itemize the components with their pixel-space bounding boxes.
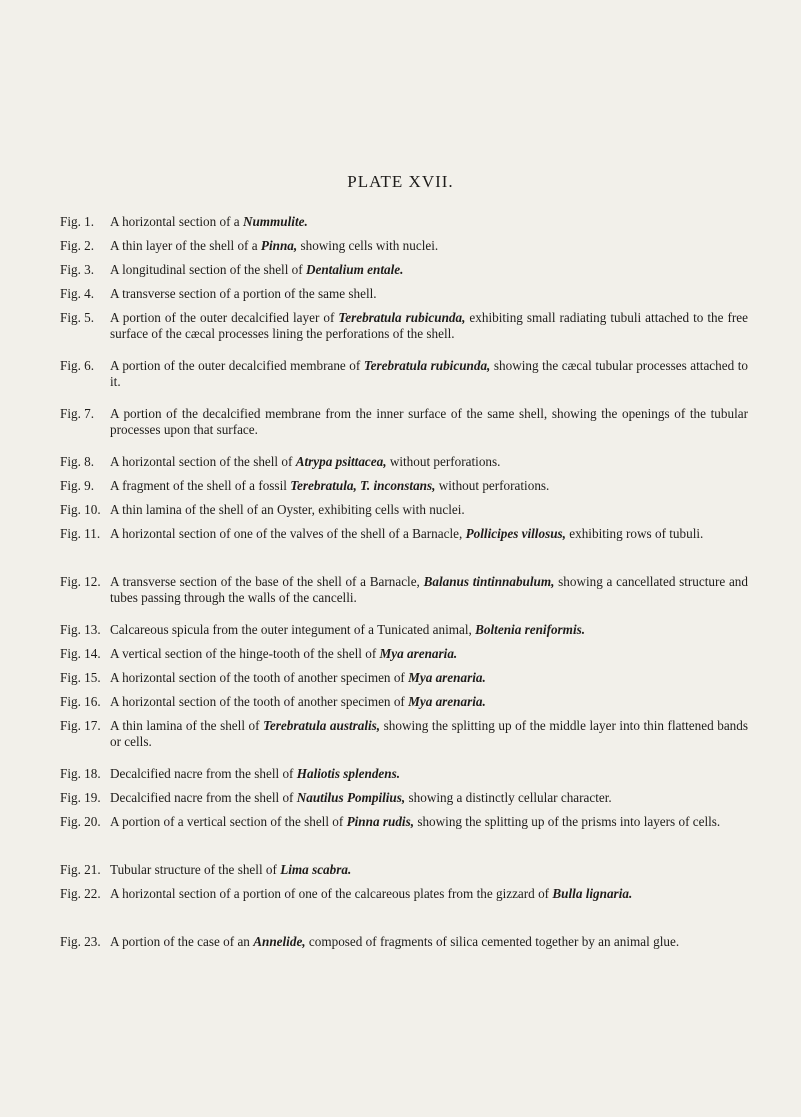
figure-number: Fig. 18. — [60, 766, 101, 781]
description-text: Tubular structure of the shell of — [110, 862, 281, 877]
figure-entry — [60, 454, 748, 470]
description-text: A horizontal section of one of the valves of the shell of a Barnacle, — [110, 526, 466, 541]
species-name: Annelide, — [253, 934, 306, 949]
figure-description — [110, 310, 748, 341]
description-text: A horizontal section of the tooth of another specimen of — [110, 670, 409, 685]
figure-description — [110, 286, 748, 302]
figure-number: Fig. 21. — [60, 862, 101, 877]
species-name: Balanus tintinnabulum, — [423, 574, 555, 589]
figure-entry — [60, 646, 748, 662]
description-text: A horizontal section of the tooth of another specimen of — [110, 694, 409, 709]
species-name: Bulla lignaria. — [552, 886, 633, 901]
figure-description — [110, 646, 748, 662]
figure-number: Fig. 23. — [60, 934, 101, 949]
species-name: Lima scabra. — [280, 862, 352, 877]
figure-number: Fig. 19. — [60, 790, 101, 805]
figure-number: Fig. 9. — [60, 478, 95, 493]
species-name: Pinna rudis, — [346, 814, 415, 829]
figure-entry — [60, 622, 748, 638]
figure-number: Fig. 22. — [60, 886, 101, 901]
figure-description — [110, 502, 748, 518]
figure-number: Fig. 2. — [60, 238, 95, 253]
description-text: A portion of the decalcified membrane from the inner surface of the same shell, showing the openings of the tubular processes upon that surface. — [110, 406, 748, 437]
description-text: composed of fragments of silica cemented together by an animal glue. — [305, 934, 680, 949]
figure-description — [110, 454, 748, 470]
figure-description — [110, 670, 748, 686]
species-name: Boltenia reniformis. — [475, 622, 586, 637]
description-text: A portion of the outer decalcified membrane of — [110, 358, 364, 373]
figure-entry — [60, 694, 748, 710]
description-text: Calcareous spicula from the outer integument of a Tunicated animal, — [110, 622, 476, 637]
description-text: showing a cancellated structure and tubes passing through the walls of the cancelli. — [110, 574, 748, 605]
species-name: Mya arenaria. — [379, 646, 458, 661]
description-text: exhibiting small radiating tubuli attached to the free surface of the cæcal processes lining the perforations of the shell. — [110, 310, 749, 341]
figure-number: Fig. 3. — [60, 262, 95, 277]
figure-entry — [60, 934, 748, 950]
figure-number: Fig. 10. — [60, 502, 101, 517]
species-name: Nautilus Pompilius, — [296, 790, 406, 805]
figure-description — [110, 622, 748, 638]
figure-description — [110, 406, 748, 437]
description-text: showing the splitting up of the middle layer into thin flattened bands or cells. — [110, 718, 749, 749]
description-text: Decalcified nacre from the shell of — [110, 790, 297, 805]
figure-description — [110, 214, 748, 230]
species-name: Pollicipes villosus, — [465, 526, 566, 541]
description-text: A portion of a vertical section of the shell of — [110, 814, 347, 829]
figure-description — [110, 694, 748, 710]
figure-description — [110, 862, 748, 878]
figure-entry — [60, 574, 748, 605]
description-text: showing the splitting up of the prisms into layers of cells. — [414, 814, 721, 829]
figure-number: Fig. 17. — [60, 718, 101, 733]
figure-description — [110, 358, 748, 389]
figure-description — [110, 478, 748, 494]
species-name: Terebratula australis, — [263, 718, 381, 733]
figure-entry — [60, 502, 748, 518]
figure-number: Fig. 15. — [60, 670, 101, 685]
figure-description — [110, 886, 748, 902]
species-name: Mya arenaria. — [408, 670, 486, 685]
figure-number: Fig. 1. — [60, 214, 95, 229]
figure-number: Fig. 6. — [60, 358, 95, 373]
species-name: Terebratula, T. inconstans, — [290, 478, 436, 493]
figure-number: Fig. 16. — [60, 694, 101, 709]
figure-description — [110, 790, 748, 806]
description-text: A thin layer of the shell of a — [110, 238, 261, 253]
plate-title: PLATE XVII. — [347, 172, 454, 191]
species-name: Pinna, — [260, 238, 298, 253]
figure-entry — [60, 286, 748, 302]
figure-description — [110, 262, 748, 278]
figure-entry — [60, 406, 748, 437]
species-name: Terebratula rubicunda, — [338, 310, 466, 325]
species-name: Atrypa psittacea, — [295, 454, 387, 469]
figure-description — [110, 934, 748, 950]
figure-number: Fig. 5. — [60, 310, 95, 325]
description-text: exhibiting rows of tubuli. — [565, 526, 704, 541]
figure-entry — [60, 310, 748, 341]
figure-description — [110, 238, 748, 254]
figure-description — [110, 814, 748, 830]
description-text: showing a distinctly cellular character. — [405, 790, 612, 805]
description-text: A portion of the case of an — [110, 934, 254, 949]
species-name: Nummulite. — [242, 214, 308, 229]
figure-number: Fig. 13. — [60, 622, 101, 637]
figure-number: Fig. 14. — [60, 646, 101, 661]
description-text: A vertical section of the hinge-tooth of the shell of — [110, 646, 380, 661]
figure-entry — [60, 478, 748, 494]
description-text: A thin lamina of the shell of — [110, 718, 264, 733]
description-text: without perforations. — [435, 478, 550, 493]
figure-description — [110, 766, 748, 782]
figure-entry — [60, 862, 748, 878]
description-text: showing the cæcal tubular processes attached to it. — [110, 358, 748, 389]
description-text: without perforations. — [386, 454, 501, 469]
description-text: showing cells with nuclei. — [297, 238, 439, 253]
figure-entry — [60, 814, 748, 830]
figure-entry — [60, 358, 748, 389]
description-text: Decalcified nacre from the shell of — [110, 766, 297, 781]
description-text: A horizontal section of a portion of one of the calcareous plates from the gizzard of — [110, 886, 553, 901]
figure-entry — [60, 670, 748, 686]
figure-entry — [60, 214, 748, 230]
species-name: Haliotis splendens. — [296, 766, 401, 781]
figure-entry — [60, 238, 748, 254]
figure-description — [110, 526, 748, 542]
figure-number: Fig. 11. — [60, 526, 101, 541]
figure-description — [110, 718, 748, 749]
figure-description — [110, 574, 748, 605]
description-text: A longitudinal section of the shell of — [110, 262, 306, 277]
figure-number: Fig. 20. — [60, 814, 101, 829]
figure-number: Fig. 8. — [60, 454, 95, 469]
figure-entry — [60, 766, 748, 782]
description-text: A transverse section of the base of the shell of a Barnacle, — [110, 574, 424, 589]
description-text: A horizontal section of a — [110, 214, 243, 229]
figure-entry — [60, 262, 748, 278]
figure-number: Fig. 7. — [60, 406, 95, 421]
description-text: A fragment of the shell of a fossil — [110, 478, 291, 493]
description-text: A portion of the outer decalcified layer of — [110, 310, 339, 325]
figure-entry — [60, 886, 748, 902]
species-name: Terebratula rubicunda, — [363, 358, 491, 373]
description-text: A thin lamina of the shell of an Oyster, exhibiting cells with nuclei. — [110, 502, 465, 517]
description-text: A horizontal section of the shell of — [110, 454, 296, 469]
figure-number: Fig. 12. — [60, 574, 101, 589]
species-name: Mya arenaria. — [408, 694, 486, 709]
species-name: Dentalium entale. — [305, 262, 404, 277]
description-text: A transverse section of a portion of the same shell. — [110, 286, 377, 301]
figure-number: Fig. 4. — [60, 286, 95, 301]
figure-entry — [60, 526, 748, 542]
figure-entry — [60, 718, 748, 749]
figure-entry — [60, 790, 748, 806]
